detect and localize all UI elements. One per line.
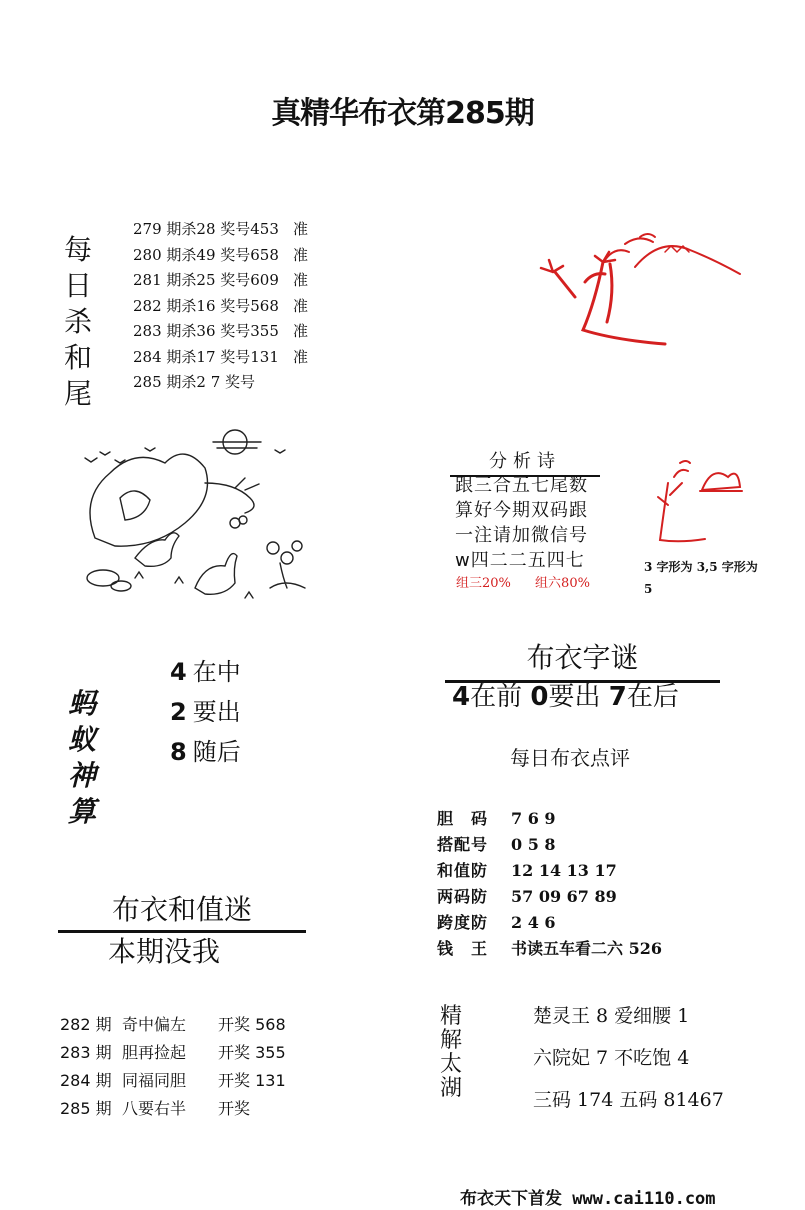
poem-line: w四二二五四七 <box>455 550 585 571</box>
hezhi-answer: 本期没我 <box>108 935 221 968</box>
taihu-line: 六院妃 7 不吃饱 4 <box>533 1047 690 1069</box>
ant-heading: 蚂 蚁 神 算 <box>67 687 96 828</box>
taihu-line: 楚灵王 8 爱细腰 1 <box>533 1005 690 1027</box>
list-item: 285 期杀2 7 奖号 <box>133 373 256 391</box>
list-item: 281 期杀25 奖号609 准 <box>133 271 309 289</box>
hezhi-title: 布衣和值迷 <box>58 888 306 933</box>
page-title: 真精华布衣第285期 <box>271 96 534 131</box>
kill-tail-list <box>133 217 308 396</box>
review-row: 和值防 12 14 13 17 <box>437 861 617 880</box>
poem-line: 跟三合五七尾数 <box>455 475 588 496</box>
ant-line: 8 随后 <box>170 738 241 766</box>
review-row: 钱 王 书读五车看二六 526 <box>437 939 662 958</box>
list-item: 279 期杀28 奖号453 准 <box>133 220 309 238</box>
ant-line: 2 要出 <box>170 698 241 726</box>
table-row: 283 期 胆再捡起 开奖 355 <box>60 1043 286 1062</box>
footer-watermark: 布衣天下首发 www.cai110.com <box>460 1189 716 1209</box>
table-row: 282 期 奇中偏左 开奖 568 <box>60 1015 286 1034</box>
line-art-illustration <box>75 428 315 613</box>
review-row: 胆 码 7 6 9 <box>437 809 556 828</box>
red-riddle-drawing <box>515 222 755 357</box>
shape-note: 3 字形为 3,5 字形为 5 <box>644 560 758 596</box>
kill-tail-heading: 每 日 杀 和 尾 <box>63 233 92 410</box>
combo-six: 组六80% <box>535 576 590 591</box>
red-small-drawing <box>640 455 750 550</box>
riddle-title: 布衣字谜 <box>445 636 720 683</box>
taihu-line: 三码 174 五码 81467 <box>533 1089 724 1111</box>
poem-line: 算好今期双码跟 <box>455 500 588 521</box>
review-row: 搭配号 0 5 8 <box>437 835 556 854</box>
review-row: 跨度防 2 4 6 <box>437 913 556 932</box>
poem-title: 分析诗 <box>450 447 600 477</box>
poem-combo <box>456 572 610 591</box>
riddle-answer: 4在前 0要出 7在后 <box>452 682 679 712</box>
combo-three: 组三20% <box>456 576 511 591</box>
list-item: 284 期杀17 奖号131 准 <box>133 347 309 366</box>
list-item: 283 期杀36 奖号355 准 <box>133 322 309 340</box>
table-row: 285 期 八要右半 开奖 <box>60 1099 251 1118</box>
list-item: 280 期杀49 奖号658 准 <box>133 245 309 264</box>
review-title: 每日布衣点评 <box>510 746 630 770</box>
review-row: 两码防 57 09 67 89 <box>437 887 617 906</box>
taihu-heading: 精 解 太 湖 <box>439 1004 462 1101</box>
list-item: 282 期杀16 奖号568 准 <box>133 296 309 315</box>
table-row: 284 期 同福同胆 开奖 131 <box>60 1071 286 1090</box>
ant-line: 4 在中 <box>170 658 241 686</box>
poem-line: 一注请加微信号 <box>455 525 588 546</box>
